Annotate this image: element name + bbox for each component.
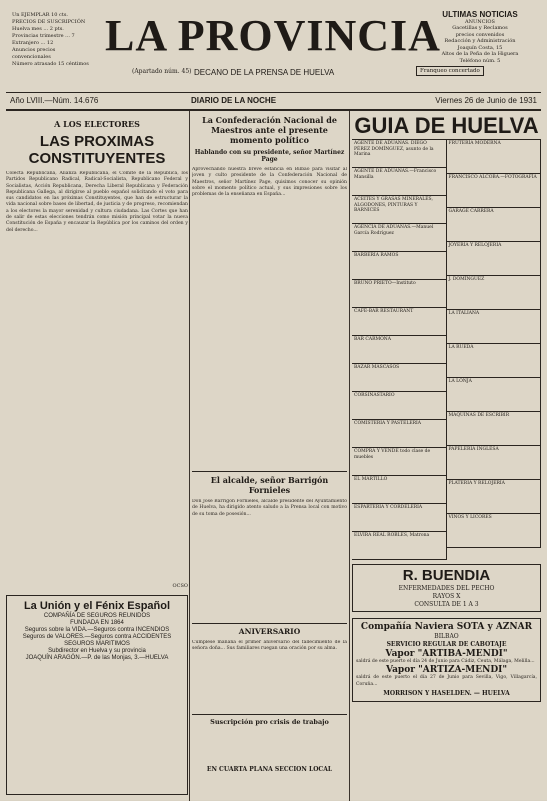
shipping-ad	[352, 618, 541, 702]
headline-maestros: La Confederación Nacional de Maestros ante el presente momento político	[202, 115, 337, 145]
subtitle: DECANO DE LA PRENSA DE HUELVA	[194, 68, 335, 77]
guia-left-entry-9: CORSINASTARIO	[352, 392, 447, 420]
guia-right-entry-11: VINOS Y LICORES	[447, 514, 542, 548]
guia-left-entry-0: AGENTE DE ADUANAS. DIEGO PÉREZ DOMÍNGUEZ, asunto de la Marina	[352, 140, 447, 168]
ads-box	[425, 12, 535, 64]
insurance-ad	[6, 595, 188, 795]
footer-section: EN CUARTA PLANA SECCION LOCAL	[206, 766, 333, 773]
guia-left-entry-8: BAZAR MASCASOS	[352, 364, 447, 392]
shipping-sub: BILBAO	[434, 633, 459, 640]
vapor-artiza: Vapor "ARTIZA-MENDI"	[385, 665, 508, 676]
guia-right-entry-1: FRANCISCO ALCOBA.—FOTOGRAFÍA	[447, 174, 542, 208]
franqueo-badge: Franqueo concertado	[416, 66, 484, 76]
signature: OCSO	[172, 583, 188, 589]
dateline	[6, 93, 541, 111]
subscription-box	[12, 12, 92, 68]
guia-left-entry-10: COMISTERIA Y PASTELERIA	[352, 420, 447, 448]
headline-aniversario: ANIVERSARIO	[192, 623, 347, 636]
guia-left-entry-12: EL MARTILLO	[352, 476, 447, 504]
subscription-line-5: Anuncios precios convencionales	[12, 47, 56, 60]
vapor-artiba-text: saldrá de este puerto el día 24 de Junio para Cádiz, Ceuta, Málaga, Melilla...	[356, 659, 535, 664]
buendia-line-0: RAYOS X	[432, 593, 461, 600]
headline-alcalde: El alcalde, señor Barrigón Fornieles	[192, 471, 347, 495]
buendia-sub: ENFERMEDADES DEL PECHO	[398, 585, 495, 592]
shipping-agent: MORRISON Y HASELDEN. — HUELVA	[383, 689, 510, 697]
subscription-line-0: Un EJEMPLAR 10 cts.	[12, 12, 69, 18]
insurance-ad-subtitle: COMPAÑÍA DE SEGUROS REUNIDOS	[43, 613, 151, 619]
guia-left-entry-5: BRUNO PRIETO—Instituto	[352, 280, 447, 308]
guia-right-entry-0: FRUTERÍA MODERNA	[447, 140, 542, 174]
guia-right-entry-6: LA RUEDA	[447, 344, 542, 378]
ad-info-line-4: Joaquín Costa, 15	[457, 44, 503, 51]
ad-info-line-0: ANUNCIOS	[465, 18, 495, 25]
issue-number: Año LVIII.—Núm. 14.676	[10, 96, 99, 105]
insurance-ad-title: La Unión y el Fénix Español	[23, 600, 171, 612]
guia-left-entry-14: ELVIRA REAL ROBLES, Matrona	[352, 532, 447, 560]
issue-date: Viernes 26 de Junio de 1931	[435, 96, 537, 105]
kicker: A LOS ELECTORES	[54, 119, 140, 129]
ad-info-line-1: Gacetillas y Reclamos	[452, 25, 508, 31]
vapor-artiza-text: saldrá de este puerto el día 27 de Junio para Sevilla, Vigo, Villagarcía, Coruña...	[356, 675, 537, 687]
ad-info-line-5: Altos de la Peña de la Higuera	[441, 51, 519, 57]
subheadline-maestros: Hablando con su presidente, señor Martínez Page	[194, 149, 345, 163]
article-body-alcalde: Don José Barrigón Fornieles, alcalde presidente del Ayuntamiento de Huelva, ha dirigido atento saludo a la Prensa local con motivo de su toma de posesión...	[192, 499, 347, 517]
guia-right-entry-3: JOYERIA Y RELOJERIA	[447, 242, 542, 276]
ad-info-line-3: Redacción y Administración	[444, 38, 516, 44]
apartado: (Apartado núm. 45)	[132, 68, 192, 75]
insurance-ad-line-4: Subdirector en Huelva y su provincia	[48, 648, 146, 654]
guia-left-entry-1: AGENTE DE ADUANAS.—Francisco Mansilla	[352, 168, 447, 196]
buendia-line-1: CONSULTA DE 1 A 3	[414, 601, 479, 608]
guia-right-entry-9: PAPELERIA INGLESA	[447, 446, 542, 480]
insurance-ad-line-2: Seguros de VALORES.—Seguros contra ACCIDENTES	[22, 634, 172, 640]
masthead	[6, 4, 541, 93]
column-guia	[352, 111, 541, 801]
guia-left-entry-4: BARBERIA RAMOS	[352, 252, 447, 280]
subscription-line-6: Número atrasado 15 céntimos	[12, 61, 89, 67]
buendia-title: R. BUENDIA	[402, 567, 491, 584]
insurance-ad-line-0: FUNDADA EN 1864	[70, 620, 124, 626]
headline-suscripcion: Suscripción pro crisis de trabajo	[192, 714, 347, 726]
guia-right-entry-5: LA ITALIANA	[447, 310, 542, 344]
subscription-line-2: Huelva mes ... 2 pts.	[12, 26, 64, 32]
buendia-ad	[352, 564, 541, 612]
article-body-aniversario: Cúmplese mañana el primer aniversario del fallecimiento de la señora doña... Sus familiares ruegan una oración por su alma.	[192, 640, 347, 652]
article-body: Colecta Republicana, Alianza Republicana, el Comité de la República, los Partidos Republicano Radical, Radical-Socialista, Republicano Federal y Socialistas, Acción Republicana, Derecha Liberal Republicana y Federación Republicana Gallega, al dirigirse al pueblo español solicitando el voto para sus candidatos en las próximas Constituyentes, que han de estructurar la vida nacional sobre bases de libertad, de justicia y de progreso, recomiendan a los electores la mayor serenidad y cultura ciudadana. Las Cortes que han de salir de estas elecciones tendrán como misión principal votar la nueva Constitución de España y encauzar la República por los caminos del orden y del derecho...	[6, 171, 188, 233]
vapor-artiba: Vapor "ARTIBA-MENDI"	[385, 649, 508, 659]
guia-right-entry-2: GARAGE CARRERA	[447, 208, 542, 242]
subscription-line-1: PRECIOS DE SUSCRIPCIÓN	[12, 19, 86, 25]
ad-info-line-2: precios convenidos	[455, 31, 505, 38]
insurance-ad-line-1: Seguros sobre la VIDA.—Seguros contra INCENDIOS	[24, 627, 170, 633]
guia-left-entry-2: ACEITES Y GRASAS MINERALES, ALGODONES, PINTURAS Y BARNICES	[352, 196, 447, 224]
guia-left-entry-6: CAFÉ-BAR RESTAURANT	[352, 308, 447, 336]
ad-info-line-6: Teléfono núm. 5	[459, 57, 501, 64]
guia-left-entry-11: COMPRA Y VENDE todo clase de muebles	[352, 448, 447, 476]
headline-constituyentes: LAS PROXIMAS CONSTITUYENTES	[28, 133, 166, 167]
guia-right-entry-4: J. DOMÍNGUEZ	[447, 276, 542, 310]
guia-left-entry-13: ESPARTERIA Y CORDELERIA	[352, 504, 447, 532]
shipping-service: SERVICIO REGULAR DE CABOTAJE	[386, 641, 507, 648]
guia-right-entry-7: LA LONJA	[447, 378, 542, 412]
subscription-line-3: Provincias trimestre ... 7	[12, 33, 75, 39]
guia-right-entry-8: MAQUINAS DE ESCRIBIR	[447, 412, 542, 446]
edition-label: DIARIO DE LA NOCHE	[191, 96, 277, 105]
column-maestros	[192, 111, 347, 801]
guia-right-entry-10: PLATERIA Y RELOJERIA	[447, 480, 542, 514]
newspaper-title: LA PROVINCIA	[105, 11, 441, 60]
insurance-ad-line-5: JOAQUÍN ARAGÓN.—P. de las Monjas, 3.—HUELVA	[25, 655, 169, 661]
shipping-title: Compañía Naviera SOTA y AZNAR	[360, 622, 533, 632]
insurance-ad-line-3: SEGUROS MARITIMOS	[64, 641, 130, 647]
guia-title: GUIA DE HUELVA	[352, 113, 541, 140]
article-body-maestros: Aprovechando nuestra breve estancia en Bilbao para visitar al joven y culto presidente de la Confederación Nacional de Maestros, señor Martínez Page, quisimos conocer su opinión sobre el momento político actual, y sus impresiones sobre los problemas de la enseñanza en España...	[192, 167, 347, 198]
last-news-heading: ULTIMAS NOTICIAS	[442, 10, 518, 19]
subscription-line-4: Extranjero ... 12	[12, 40, 54, 46]
guia-left-entry-7: BAR CARMONA	[352, 336, 447, 364]
guia-left-entry-3: AGENCIA DE ADUANAS.—Manuel García Rodríguez	[352, 224, 447, 252]
column-electores	[6, 111, 188, 801]
